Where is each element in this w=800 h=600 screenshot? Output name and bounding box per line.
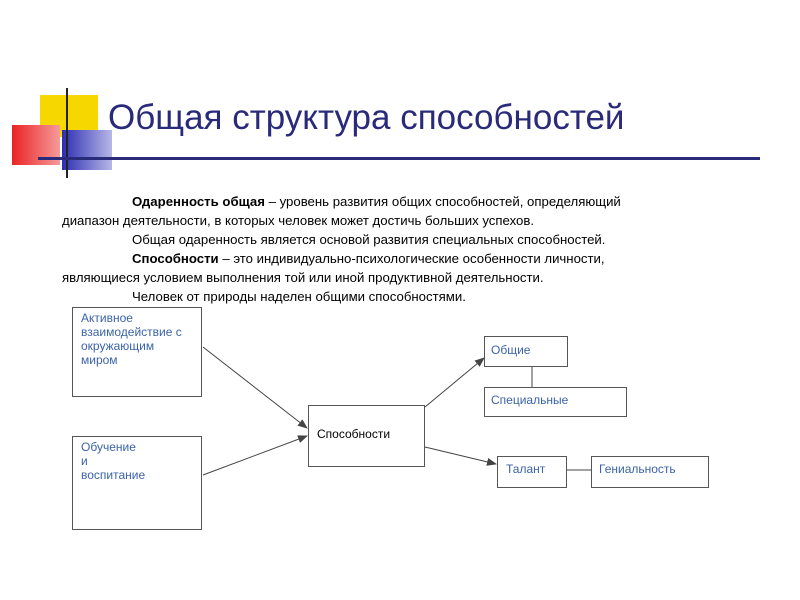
term-abilities: Способности xyxy=(132,251,219,266)
paragraph-1-text: – уровень развития общих способностей, определяющий xyxy=(264,194,621,209)
box-talent-label: Талант xyxy=(506,462,546,476)
box-talent xyxy=(497,456,567,488)
box-genius-label: Гениальность xyxy=(599,462,676,476)
page-title: Общая структура способностей xyxy=(108,98,625,137)
box-general xyxy=(484,336,568,367)
box-special xyxy=(484,387,627,417)
term-general-giftedness: Одаренность общая xyxy=(132,194,265,209)
box-abilities xyxy=(308,405,425,467)
box-abilities-label: Способности xyxy=(317,427,391,441)
box-genius xyxy=(591,456,709,488)
paragraph-3-text: – это индивидуально-психологические особенности личности, xyxy=(218,251,605,266)
box-education xyxy=(72,436,202,530)
arrow-abilities-to-talent xyxy=(425,447,496,464)
box-general-label: Общие xyxy=(491,343,531,357)
paragraph-1-line-2: диапазон деятельности, в которых человек может достичь больших успехов. xyxy=(62,213,535,228)
arrow-abilities-to-general xyxy=(425,358,484,407)
box-education-line-2: и xyxy=(81,454,88,468)
paragraph-3-line-2: являющиеся условием выполнения той или иной продуктивной деятельности. xyxy=(62,270,544,285)
box-education-line-3: воспитание xyxy=(81,468,146,482)
box-active-line-2: взаимодействие с xyxy=(81,325,182,339)
box-active-interaction xyxy=(72,307,202,397)
paragraph-2: Общая одаренность является основой развития специальных способностей. xyxy=(132,232,606,247)
arrow-active-to-abilities xyxy=(203,347,307,428)
box-education-line-1: Обучение xyxy=(81,440,136,454)
box-active-line-4: миром xyxy=(81,353,118,367)
arrow-education-to-abilities xyxy=(203,436,307,475)
box-active-line-1: Активное xyxy=(81,311,133,325)
box-active-line-3: окружающим xyxy=(81,339,155,353)
paragraph-4: Человек от природы наделен общими способностями. xyxy=(132,289,466,304)
box-special-label: Специальные xyxy=(491,393,569,407)
